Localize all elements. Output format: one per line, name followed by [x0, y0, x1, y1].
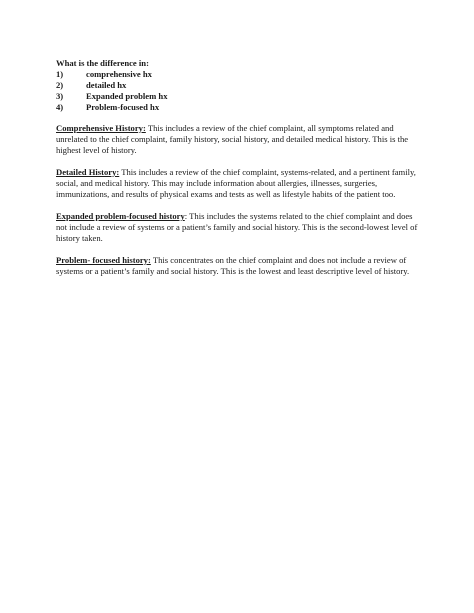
- list-item: [56, 80, 424, 91]
- definition-term: Comprehensive History:: [56, 123, 146, 133]
- list-item-text: Problem-focused hx: [86, 102, 160, 112]
- list-item: [56, 69, 424, 80]
- definition-body: This concentrates on the chief complaint and does not include a review of systems or a patient’s family and social history. This is the lowest and least descriptive level of history.: [56, 255, 410, 276]
- list-item: [56, 102, 424, 113]
- list-item-number: 2): [56, 80, 64, 90]
- list-item-number: 3): [56, 91, 64, 101]
- list-item-number: 4): [56, 102, 64, 112]
- definition-term: Expanded problem-focused history: [56, 211, 185, 221]
- definition-body: This includes a review of the chief complaint, all symptoms related and unrelated to the chief complaint, family history, social history, and detailed medical history. This is the highest level of history.: [56, 123, 409, 155]
- problem-focused-history-paragraph: [56, 255, 424, 277]
- list-item-text: detailed hx: [86, 80, 127, 90]
- definition-term: Problem- focused history:: [56, 255, 151, 265]
- comprehensive-history-paragraph: [56, 123, 424, 156]
- definition-term: Detailed History:: [56, 167, 120, 177]
- question-heading: What is the difference in:: [56, 58, 149, 68]
- list-item-number: 1): [56, 69, 64, 79]
- question-list: [56, 69, 424, 113]
- definition-body: : This includes the systems related to the chief complaint and does not include a review of systems or a patient’s family and social history. This is the second-lowest level of history taken.: [56, 211, 418, 243]
- expanded-problem-history-paragraph: [56, 211, 424, 244]
- list-item: [56, 91, 424, 102]
- list-item-text: comprehensive hx: [86, 69, 152, 79]
- definition-body: This includes a review of the chief complaint, systems-related, and a pertinent family, social, and medical history. This may include information about allergies, illnesses, surgeries, immunizations, and results of physical exams and tests as well as lifestyle habits of the patient too.: [56, 167, 416, 199]
- list-item-text: Expanded problem hx: [86, 91, 168, 101]
- detailed-history-paragraph: [56, 167, 424, 200]
